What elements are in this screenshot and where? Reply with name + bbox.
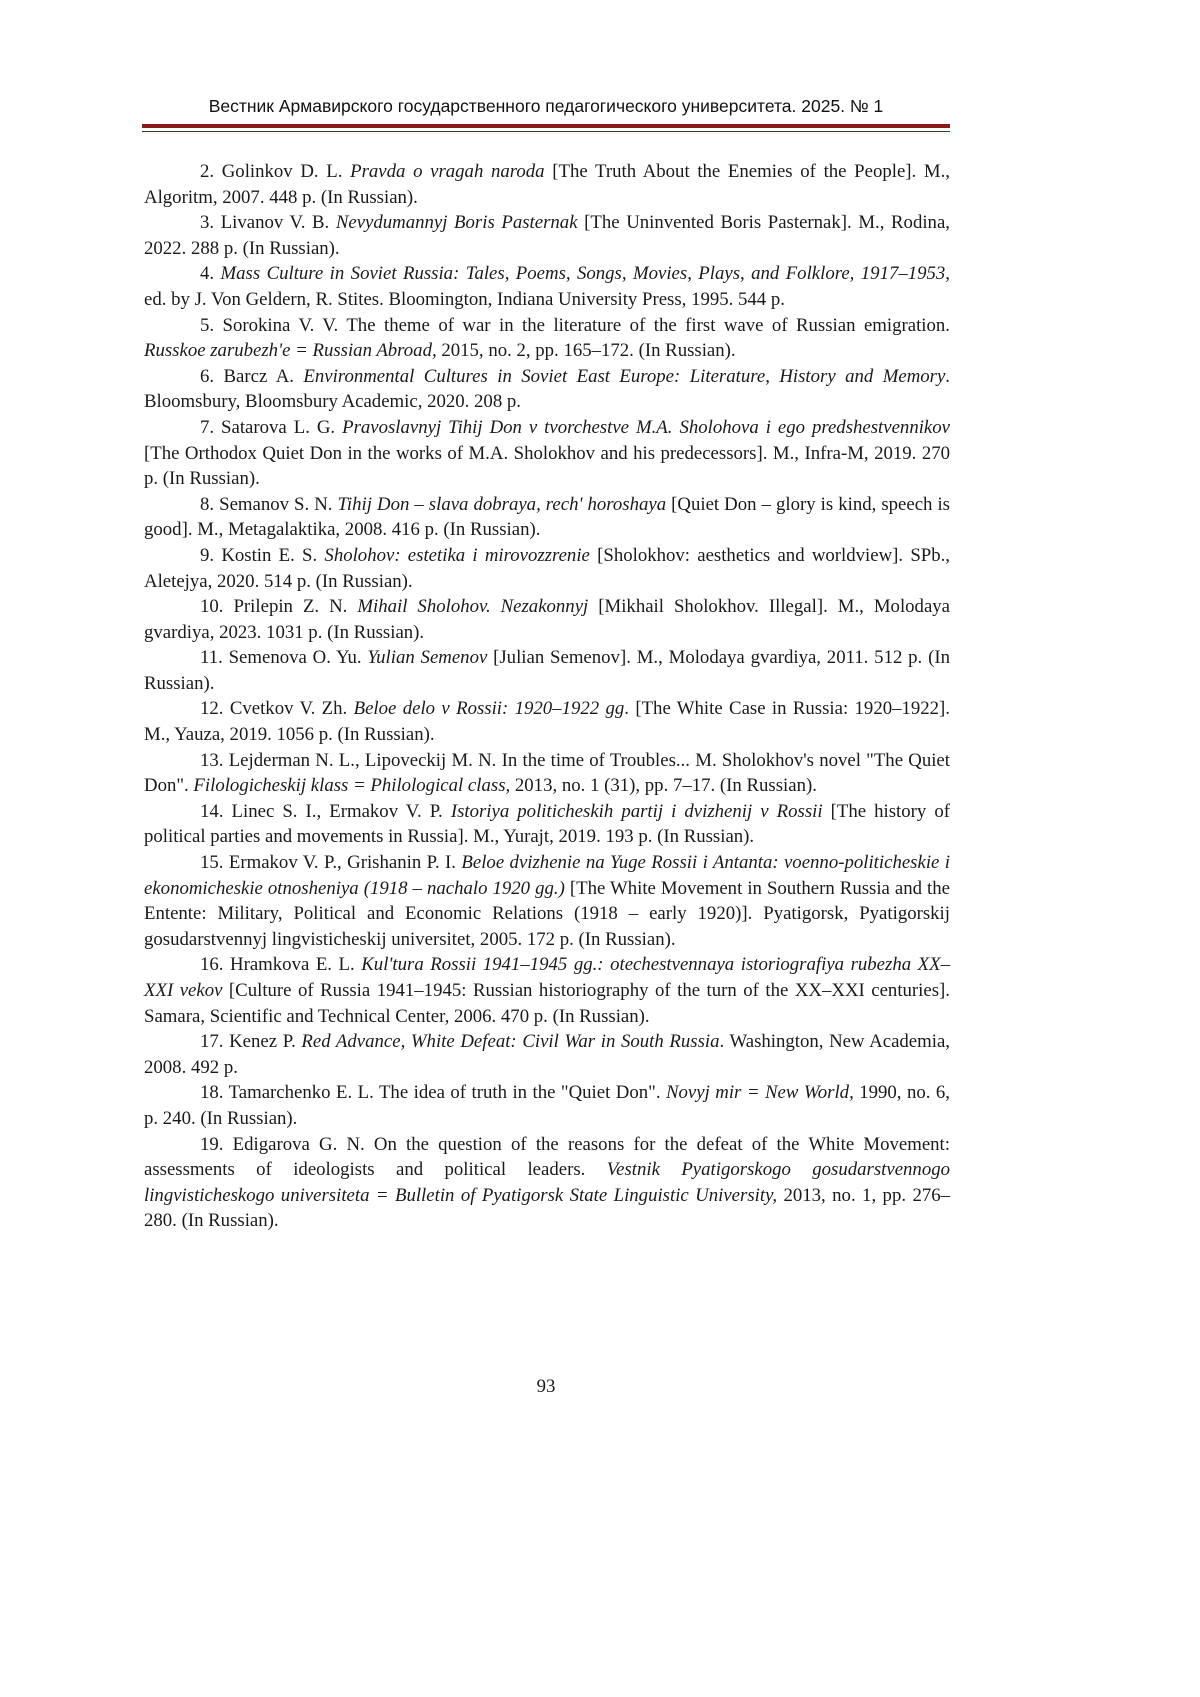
reference-title-italic: Beloe delo v Rossii: 1920–1922 gg [354, 698, 625, 719]
reference-text: 9. Kostin E. S. [200, 545, 324, 566]
reference-title-italic: Nevydumannyj Boris Pasternak [336, 212, 578, 233]
reference-entry [144, 159, 950, 210]
reference-entry [144, 952, 950, 1029]
reference-title-italic: Novyj mir = New World, [666, 1082, 854, 1103]
reference-entry [144, 696, 950, 747]
reference-text: 2. Golinkov D. L. [200, 161, 350, 182]
header-rule-thin [142, 131, 950, 132]
reference-text: 10. Prilepin Z. N. [200, 596, 357, 617]
reference-title-italic: Environmental Cultures in Soviet East Europe: Literature, History and Memory [303, 366, 945, 387]
reference-text: 15. Ermakov V. P., Grishanin P. I. [200, 852, 461, 873]
reference-text: 8. Semanov S. N. [200, 494, 338, 515]
reference-text: [The White Movement in Southern Russia and the Entente: Military, Political and Economic Relations (1918 – early 1920)]. Pyatigorsk, Pyatigorskij gosudarstvennyj lingvisticheskij universitet, 2005. 172 p. (In Russian). [144, 878, 950, 950]
reference-title-italic: Filologicheskij klass = Philological class, [193, 775, 510, 796]
reference-text: . Bloomsbury, Bloomsbury Academic, 2020. 208 p. [144, 366, 950, 413]
reference-entry [144, 1132, 950, 1234]
reference-entry [144, 594, 950, 645]
page-number: 93 [0, 1376, 1092, 1398]
reference-text: 12. Cvetkov V. Zh. [200, 698, 354, 719]
reference-text: . [The White Case in Russia: 1920–1922]. M., Yauza, 2019. 1056 p. (In Russian). [144, 698, 950, 745]
reference-title-italic: Red Advance, White Defeat: Civil War in South Russia [301, 1031, 719, 1052]
reference-text: [Julian Semenov]. M., Molodaya gvardiya, 2011. 512 p. (In Russian). [144, 647, 950, 694]
reference-text: 3. Livanov V. B. [200, 212, 336, 233]
reference-title-italic: Mass Culture in Soviet Russia: Tales, Poems, Songs, Movies, Plays, and Folklore, 1917–1953, [221, 263, 951, 284]
reference-entry [144, 313, 950, 364]
reference-text: ed. by J. Von Geldern, R. Stites. Bloomington, Indiana University Press, 1995. 544 p. [144, 289, 785, 310]
reference-entry [144, 1080, 950, 1131]
reference-text: 2013, no. 1 (31), pp. 7–17. (In Russian). [510, 775, 817, 796]
reference-text: 14. Linec S. I., Ermakov V. P. [200, 801, 451, 822]
reference-text: 17. Kenez P. [200, 1031, 301, 1052]
reference-entry [144, 799, 950, 850]
reference-entry [144, 850, 950, 952]
reference-text: [The Orthodox Quiet Don in the works of M.A. Sholokhov and his predecessors]. M., Infra-M, 2019. 270 p. (In Russian). [144, 443, 950, 490]
reference-title-italic: Vestnik Pyatigorskogo gosudarstvennogo lingvisticheskogo universiteta = Bulletin of Pyatigorsk State Linguistic University, [144, 1159, 950, 1206]
reference-entry [144, 543, 950, 594]
reference-text: 13. Lejderman N. L., Lipoveckij M. N. In the time of Troubles... M. Sholokhov's novel "The Quiet Don". [144, 750, 950, 797]
journal-header: Вестник Армавирского государственного педагогического университета. 2025. № 1 [142, 96, 950, 117]
reference-text: 19. Edigarova G. N. On the question of the reasons for the defeat of the White Movement: assessments of ideologists and political leaders. [144, 1134, 950, 1181]
reference-entry [144, 210, 950, 261]
reference-title-italic: Sholohov: estetika i mirovozzrenie [324, 545, 589, 566]
reference-text: [The Truth About the Enemies of the People]. M., Algoritm, 2007. 448 p. (In Russian). [144, 161, 950, 208]
reference-text: 1990, no. 6, p. 240. (In Russian). [144, 1082, 950, 1129]
reference-list [144, 159, 950, 1234]
reference-text: [Mikhail Sholokhov. Illegal]. M., Molodaya gvardiya, 2023. 1031 p. (In Russian). [144, 596, 950, 643]
reference-title-italic: Pravoslavnyj Tihij Don v tvorchestve M.A. Sholohova i ego predshestvennikov [342, 417, 950, 438]
reference-text: 7. Satarova L. G. [200, 417, 342, 438]
reference-text: [The Uninvented Boris Pasternak]. M., Rodina, 2022. 288 p. (In Russian). [144, 212, 950, 259]
reference-text: 5. Sorokina V. V. The theme of war in the literature of the first wave of Russian emigration. [200, 315, 950, 336]
reference-text: 16. Hramkova E. L. [200, 954, 361, 975]
header-rule-thick [142, 124, 950, 128]
reference-entry [144, 261, 950, 312]
reference-text: 4. [200, 263, 221, 284]
reference-text: [Quiet Don – glory is kind, speech is good]. M., Metagalaktika, 2008. 416 p. (In Russian). [144, 494, 950, 541]
reference-title-italic: Tihij Don – slava dobraya, rech' horoshaya [338, 494, 667, 515]
reference-text: [Sholokhov: aesthetics and worldview]. SPb., Aletejya, 2020. 514 p. (In Russian). [144, 545, 950, 592]
reference-title-italic: Pravda o vragah naroda [350, 161, 544, 182]
reference-text: 11. Semenova O. Yu. [200, 647, 367, 668]
reference-title-italic: Russkoe zarubezh'e = Russian Abroad, [144, 340, 437, 361]
reference-title-italic: Yulian Semenov [367, 647, 487, 668]
reference-text: 2015, no. 2, pp. 165–172. (In Russian). [437, 340, 736, 361]
reference-text: 18. Tamarchenko E. L. The idea of truth in the "Quiet Don". [200, 1082, 666, 1103]
reference-title-italic: Beloe dvizhenie na Yuge Rossii i Antanta: voenno-politicheskie i ekonomicheskie otnosheniya (1918 – nachalo 1920 gg.) [144, 852, 950, 899]
reference-entry [144, 1029, 950, 1080]
reference-title-italic: Mihail Sholohov. Nezakonnyj [357, 596, 588, 617]
reference-entry [144, 748, 950, 799]
reference-title-italic: Kul'tura Rossii 1941–1945 gg.: otechestvennaya istoriografiya rubezha XX–XXI vekov [144, 954, 950, 1001]
reference-entry [144, 645, 950, 696]
reference-entry [144, 415, 950, 492]
reference-text: . Washington, New Academia, 2008. 492 p. [144, 1031, 950, 1078]
reference-text: [The history of political parties and movements in Russia]. M., Yurajt, 2019. 193 p. (In Russian). [144, 801, 950, 848]
reference-entry [144, 492, 950, 543]
reference-text: [Culture of Russia 1941–1945: Russian historiography of the turn of the XX–XXI centuries]. Samara, Scientific and Technical Center, 2006. 470 p. (In Russian). [144, 980, 950, 1027]
reference-title-italic: Istoriya politicheskih partij i dvizhenij v Rossii [451, 801, 823, 822]
reference-text: 2013, no. 1, pp. 276–280. (In Russian). [144, 1185, 950, 1232]
reference-entry [144, 364, 950, 415]
reference-text: 6. Barcz A. [200, 366, 303, 387]
